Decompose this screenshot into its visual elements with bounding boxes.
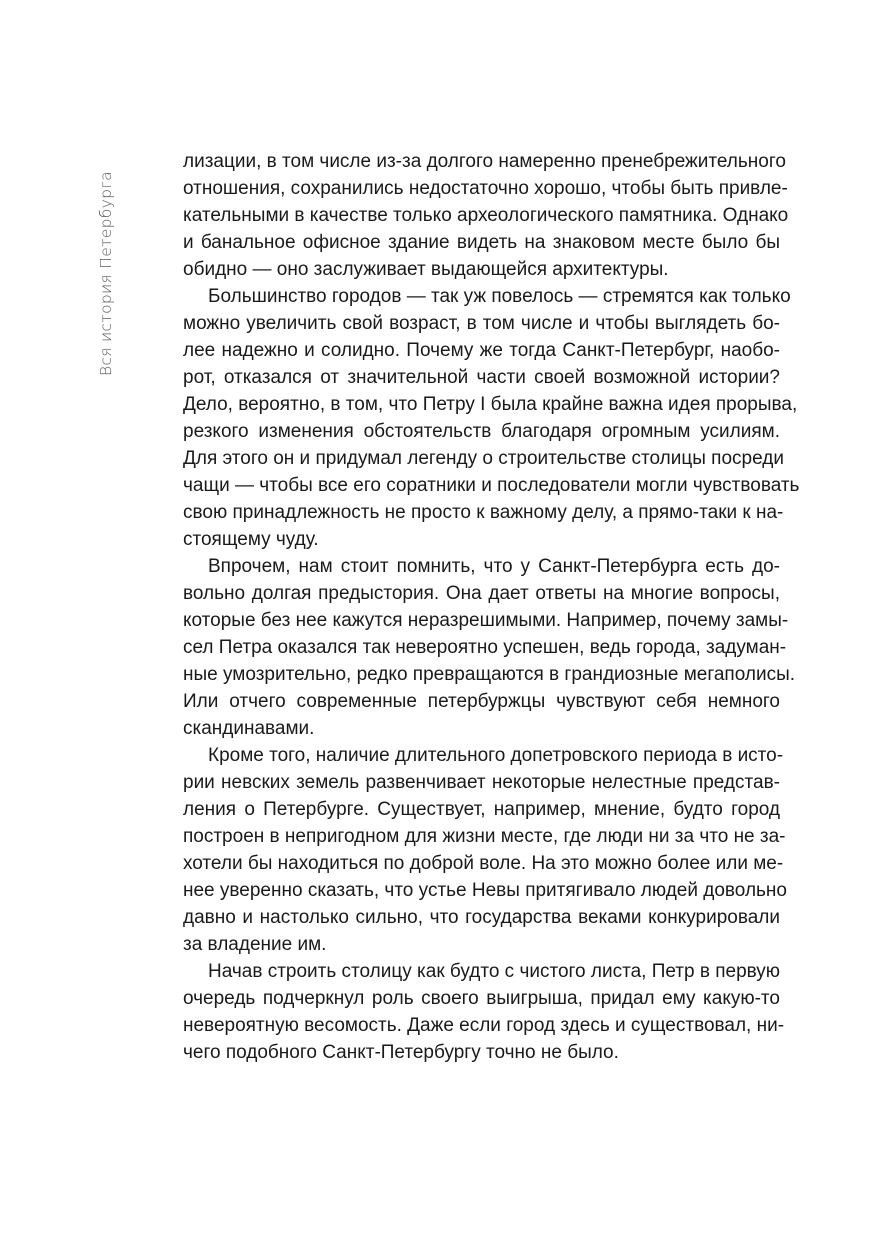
text-line: построен в непригодном для жизни месте, где люди ни за что не за- bbox=[183, 826, 786, 847]
text-line: резкого изменения обстоятельств благодаря огромным усилиям. bbox=[183, 421, 780, 442]
paragraph bbox=[158, 742, 787, 958]
text-line: очередь подчеркнул роль своего выигрыша, придал ему какую-то bbox=[183, 988, 780, 1009]
text-line: давно и настолько сильно, что государства веками конкурировали bbox=[183, 907, 780, 928]
text-line: Кроме того, наличие длительного допетровского периода в исто- bbox=[208, 745, 784, 766]
text-line: Впрочем, нам стоит помнить, что у Санкт-Петербурга есть до- bbox=[208, 556, 780, 577]
text-line: ные умозрительно, редко превращаются в грандиозные мегаполисы. bbox=[183, 664, 795, 685]
text-line: Начав строить столицу как будто с чистого листа, Петр в первую bbox=[208, 961, 781, 982]
paragraph bbox=[158, 958, 785, 1066]
text-line: Или отчего современные петербуржцы чувствуют себя немного bbox=[183, 691, 780, 712]
text-line: ления о Петербурге. Существует, например, мнение, будто город bbox=[183, 799, 780, 820]
text-line: скандинавами. bbox=[183, 718, 315, 739]
text-line: стоящему чуду. bbox=[183, 529, 319, 550]
text-line: лизации, в том числе из-за долгого намеренно пренебрежительного bbox=[183, 151, 786, 172]
text-line: и банальное офисное здание видеть на знаковом месте было бы bbox=[183, 232, 780, 253]
text-line: отношения, сохранились недостаточно хорошо, чтобы быть привле- bbox=[183, 178, 788, 199]
text-line: чащи — чтобы все его соратники и последователи могли чувствовать bbox=[183, 475, 800, 496]
text-line: за владение им. bbox=[183, 934, 327, 955]
text-line: которые без нее кажутся неразрешимыми. Например, почему замы- bbox=[183, 610, 789, 631]
text-line: рот, отказался от значительной части своей возможной истории? bbox=[183, 367, 780, 388]
running-head-book-title: Вся история Петербурга bbox=[97, 171, 115, 376]
text-line: невероятную весомость. Даже если город здесь и существовал, ни- bbox=[183, 1015, 785, 1036]
text-line: рии невских земель развенчивает некоторые нелестные представ- bbox=[183, 772, 780, 793]
paragraph bbox=[158, 148, 789, 283]
text-line: сел Петра оказался так невероятно успешен, ведь города, задуман- bbox=[183, 637, 787, 658]
body-text bbox=[158, 148, 800, 1066]
text-line: можно увеличить свой возраст, в том числе и чтобы выглядеть бо- bbox=[183, 313, 780, 334]
text-line: Дело, вероятно, в том, что Петру I была крайне важна идея прорыва, bbox=[183, 394, 798, 415]
text-line: Для этого он и придумал легенду о строительстве столицы посреди bbox=[183, 448, 784, 469]
text-line: кательными в качестве только археологического памятника. Однако bbox=[183, 205, 789, 226]
text-line: лее надежно и солидно. Почему же тогда Санкт-Петербург, наобо- bbox=[183, 340, 780, 361]
text-line: Большинство городов — так уж повелось — стремятся как только bbox=[208, 286, 791, 307]
text-line: обидно — оно заслуживает выдающейся архитектуры. bbox=[183, 259, 669, 280]
text-line: вольно долгая предыстория. Она дает ответы на многие вопросы, bbox=[183, 583, 780, 604]
text-line: хотели бы находиться по доброй воле. На это можно более или ме- bbox=[183, 853, 784, 874]
text-line: чего подобного Санкт-Петербургу точно не было. bbox=[183, 1042, 619, 1063]
paragraph bbox=[158, 283, 800, 553]
paragraph bbox=[158, 553, 795, 742]
text-line: свою принадлежность не просто к важному делу, а прямо-таки к на- bbox=[183, 502, 784, 523]
text-line: нее уверенно сказать, что устье Невы притягивало людей довольно bbox=[183, 880, 787, 901]
